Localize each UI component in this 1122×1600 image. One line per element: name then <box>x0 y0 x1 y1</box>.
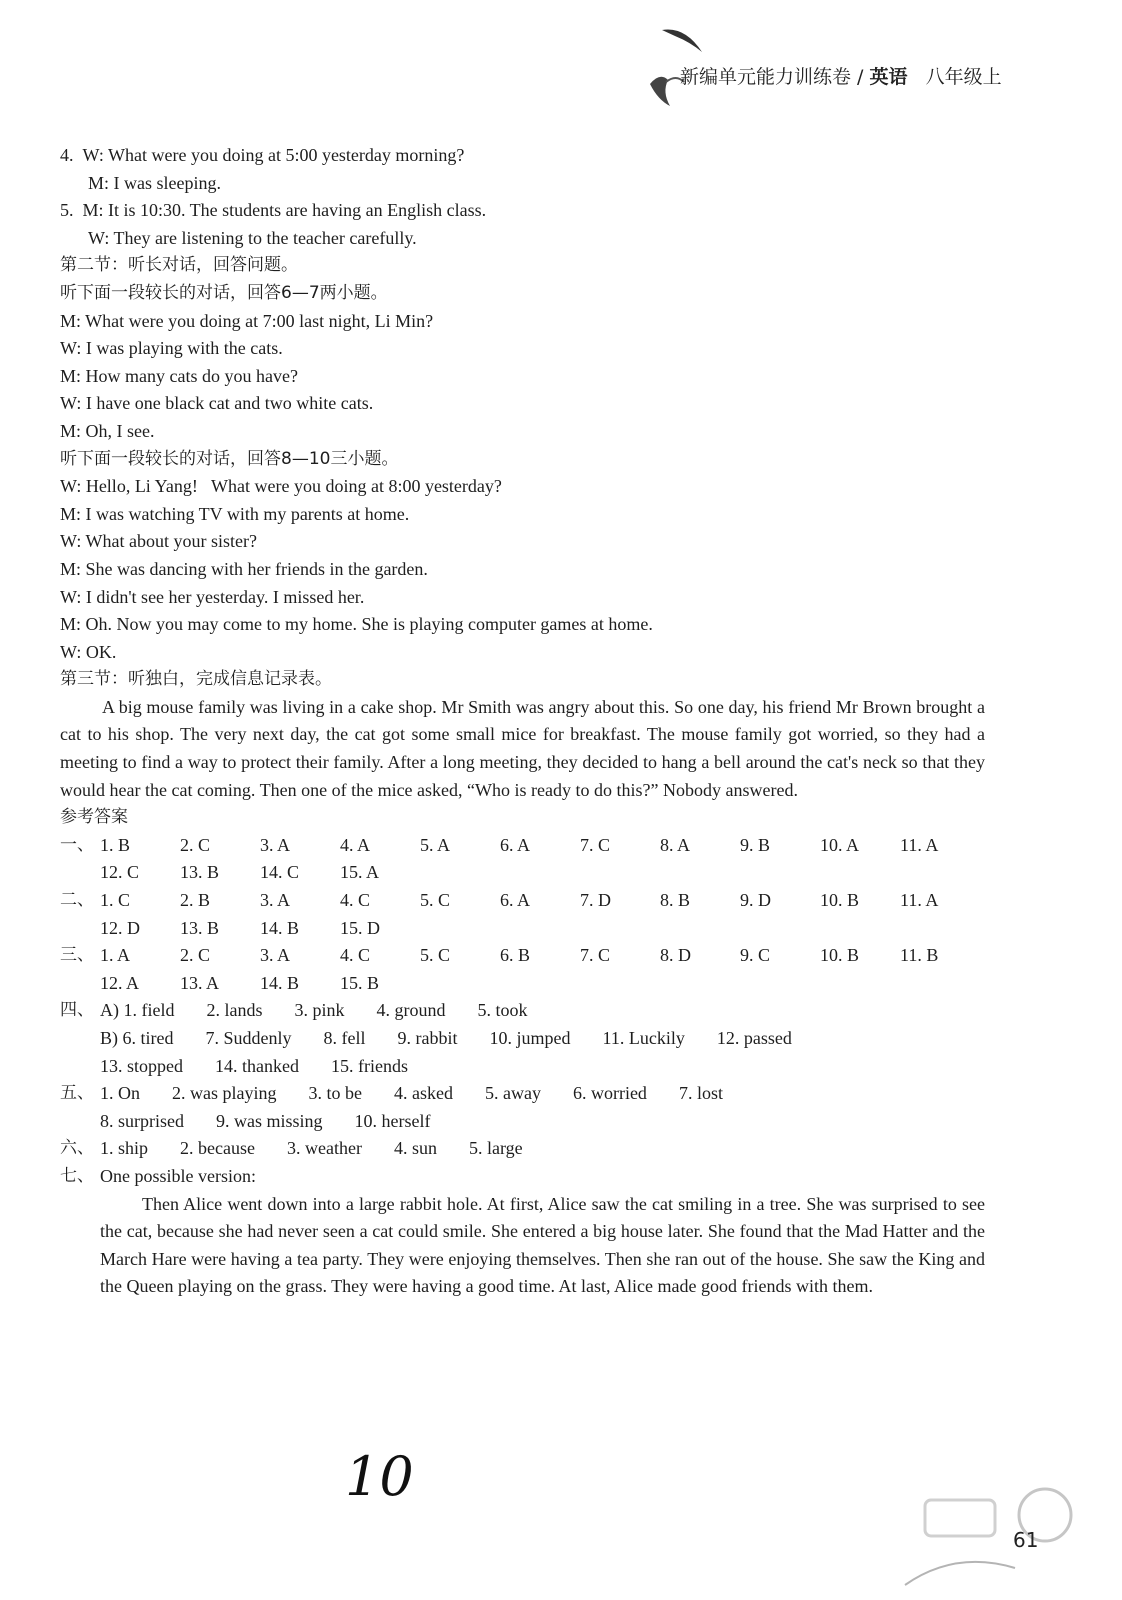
answer-row: 三、 1. A 2. C 3. A 4. C 5. C 6. B 7. C 8. D 9. C 10. B 11. B <box>60 942 985 970</box>
grade: 八年级上 <box>925 66 1002 88</box>
dialog-line: W: I was playing with the cats. <box>60 338 283 359</box>
answer-item: 11. B <box>900 945 939 966</box>
answer-item: 4. sun <box>393 1138 437 1159</box>
answer-item: 4. C <box>340 945 371 966</box>
answer-item: 1. C <box>100 890 131 911</box>
answer-item: 14. B <box>260 972 300 993</box>
answer-row <box>60 859 985 887</box>
answer-item: 8. D <box>660 945 691 966</box>
answer-item: 6. A <box>500 890 531 911</box>
answer-item: 7. lost <box>678 1083 723 1104</box>
answer-item: 2. C <box>180 834 211 855</box>
answer-item: 8. fell <box>323 1028 366 1048</box>
dialog-line: W: Hello, Li Yang! What were you doing at 8:00 yesterday? <box>60 476 502 497</box>
answers-title: 参考答案 <box>60 807 128 828</box>
answer-row: 一、 1. B 2. C 3. A 4. A 5. A 6. A 7. C 8. A 9. B 10. A 11. A <box>60 832 985 860</box>
essay-text: Then Alice went down into a large rabbit hole. At first, Alice saw the cat smiling in a tree. She was surprised to see the cat, because she had never seen a cat could smile. She entered a big house later. She found that the Mad Hatter and the March Hare were having a tea party. They were enjoying themselves. Then she ran out of the house. She saw the King and the Queen playing on the grass. They were having a good time. At last, Alice made good friends with them. <box>100 1193 985 1297</box>
dialog-4-line-2: M: I was sleeping. <box>88 172 221 193</box>
answer-item: 15. friends <box>330 1055 408 1076</box>
dialog-line: M: What were you doing at 7:00 last night, Li Min? <box>60 310 434 331</box>
answer-item: 5. C <box>420 945 451 966</box>
answer-item: 1. B <box>100 834 131 855</box>
answer-item: 11. Luckily <box>602 1028 685 1048</box>
dialog-5-line-2: W: They are listening to the teacher carefully. <box>88 227 417 248</box>
answer-row-seven: 七、 One possible version: <box>60 1163 985 1191</box>
answer-item: 7. C <box>580 834 611 855</box>
answer-item: 1. A <box>100 945 131 966</box>
dialog-5-line-1: 5. M: It is 10:30. The students are having an English class. <box>60 200 487 221</box>
dialog-line: W: I didn't see her yesterday. I missed her. <box>60 586 365 607</box>
answer-item: 6. worried <box>572 1083 647 1104</box>
section-2-intro-2: 听下面一段较长的对话，回答8—10三小题。 <box>60 448 399 469</box>
answer-item: 9. rabbit <box>397 1028 458 1048</box>
answer-item: 3. weather <box>286 1138 362 1159</box>
answer-item: 8. surprised <box>100 1110 184 1131</box>
answer-item: 3. A <box>260 890 291 911</box>
book-title: 新编单元能力训练卷 <box>680 66 852 88</box>
answer-item: A) 1. field <box>100 1000 175 1021</box>
answer-item: 13. B <box>180 862 220 883</box>
answer-row-six: 六、 1. ship 2. because 3. weather 4. sun 5. large <box>60 1138 523 1159</box>
answer-item: 7. D <box>580 890 611 911</box>
answer-item: 5. large <box>468 1138 523 1159</box>
watermark-logo-icon <box>895 1480 1095 1590</box>
section-3-title: 第三节：听独白，完成信息记录表。 <box>60 669 332 690</box>
subject: 英语 <box>869 66 908 88</box>
answer-item: 3. A <box>260 834 291 855</box>
answer-item: 14. thanked <box>215 1055 299 1076</box>
answer-row-four-c <box>60 1053 985 1081</box>
answer-item: 10. herself <box>354 1110 431 1131</box>
page-number: 61 <box>1013 1528 1039 1552</box>
answer-item: 9. was missing <box>216 1110 323 1131</box>
answer-item: 4. A <box>340 834 371 855</box>
answer-item: 14. B <box>260 917 300 938</box>
answer-item: 12. D <box>100 917 140 938</box>
answer-item: 12. A <box>100 972 140 993</box>
answer-item: 6. A <box>500 834 531 855</box>
answer-item: 4. asked <box>393 1083 453 1104</box>
answer-item: 5. away <box>484 1083 541 1104</box>
dialog-line: M: I was watching TV with my parents at home. <box>60 503 410 524</box>
answer-row: 二、 1. C 2. B 3. A 4. C 5. C 6. A 7. D 8. B 9. D 10. B 11. A <box>60 887 985 915</box>
answer-row-four-b <box>60 1025 985 1053</box>
answer-item: 4. ground <box>376 1000 446 1021</box>
answer-item: 10. B <box>820 890 860 911</box>
answer-row-four-a: 四、 A) 1. field 2. lands 3. pink 4. ground 5. took <box>60 1000 528 1021</box>
answer-item: 11. A <box>900 834 939 855</box>
monologue-passage: A big mouse family was living in a cake shop. Mr Smith was angry about this. So one day, his friend Mr Brown brought a cat to his shop. The very next day, the cat got some small mice for breakfast. The mouse family got worried, so they had a meeting to find a way to protect their family. After a long meeting, they decided to hang a bell around the cat's neck so that they would hear the cat coming. Then one of the mice asked, “Who is ready to do this?” Nobody answered. <box>60 696 985 800</box>
answer-item: 3. to be <box>308 1083 362 1104</box>
dialog-line: M: Oh. Now you may come to my home. She is playing computer games at home. <box>60 614 653 635</box>
answer-item: 2. was playing <box>172 1083 277 1104</box>
answer-item: 8. B <box>660 890 691 911</box>
answer-item: 4. C <box>340 890 371 911</box>
answer-item: 8. A <box>660 834 691 855</box>
answer-item: 12. C <box>100 862 140 883</box>
answer-item: 2. C <box>180 945 211 966</box>
answer-item: 7. C <box>580 945 611 966</box>
answer-item: 11. A <box>900 890 939 911</box>
answer-item: 15. D <box>340 917 380 938</box>
handwritten-score: 10 <box>345 1445 414 1508</box>
dialog-line: M: How many cats do you have? <box>60 365 298 386</box>
answer-item: 5. took <box>477 1000 528 1021</box>
essay-intro: One possible version: <box>100 1165 256 1186</box>
answer-item: 5. A <box>420 834 451 855</box>
answer-item: 12. passed <box>716 1028 792 1048</box>
answer-item: 15. A <box>340 862 380 883</box>
dialog-line: M: Oh, I see. <box>60 420 155 441</box>
page-content <box>60 142 985 1301</box>
answer-item: 2. B <box>180 890 211 911</box>
section-2-title: 第二节：听长对话，回答问题。 <box>60 255 298 276</box>
dialog-4-line-1: 4. W: What were you doing at 5:00 yesterday morning? <box>60 145 465 165</box>
answer-item: 3. A <box>260 945 291 966</box>
answer-item: 6. B <box>500 945 531 966</box>
answer-item: 13. A <box>180 972 220 993</box>
dialog-line: M: She was dancing with her friends in the garden. <box>60 558 428 579</box>
answer-item: B) 6. tired <box>100 1028 174 1048</box>
answer-item: 2. because <box>180 1138 255 1159</box>
answer-item: 7. Suddenly <box>205 1028 292 1048</box>
answer-item: 15. B <box>340 972 380 993</box>
answer-item: 13. stopped <box>100 1055 183 1076</box>
answer-row-five-2 <box>60 1108 985 1136</box>
answer-item: 14. C <box>260 862 300 883</box>
answer-item: 2. lands <box>206 1000 263 1021</box>
answer-item: 1. On <box>100 1083 140 1104</box>
answer-row-five-1: 五、 1. On 2. was playing 3. to be 4. asked 5. away 6. worried 7. lost <box>60 1083 723 1104</box>
answer-item: 9. B <box>740 834 771 855</box>
answer-item: 1. ship <box>100 1138 149 1159</box>
answer-item: 10. jumped <box>489 1028 571 1048</box>
answer-item: 5. C <box>420 890 451 911</box>
dialog-line: W: What about your sister? <box>60 531 257 552</box>
answer-item: 10. A <box>820 834 860 855</box>
page-header <box>680 62 1002 89</box>
answer-item: 3. pink <box>294 1000 345 1021</box>
dialog-line: W: I have one black cat and two white cats. <box>60 393 374 414</box>
answer-item: 13. B <box>180 917 220 938</box>
dialog-line: W: OK. <box>60 641 117 662</box>
answer-item: 10. B <box>820 945 860 966</box>
answer-item: 9. C <box>740 945 771 966</box>
header-separator: / <box>851 66 870 88</box>
section-2-intro-1: 听下面一段较长的对话，回答6—7两小题。 <box>60 282 388 303</box>
answer-row <box>60 915 985 943</box>
answer-item: 9. D <box>740 890 771 911</box>
answer-row <box>60 970 985 998</box>
